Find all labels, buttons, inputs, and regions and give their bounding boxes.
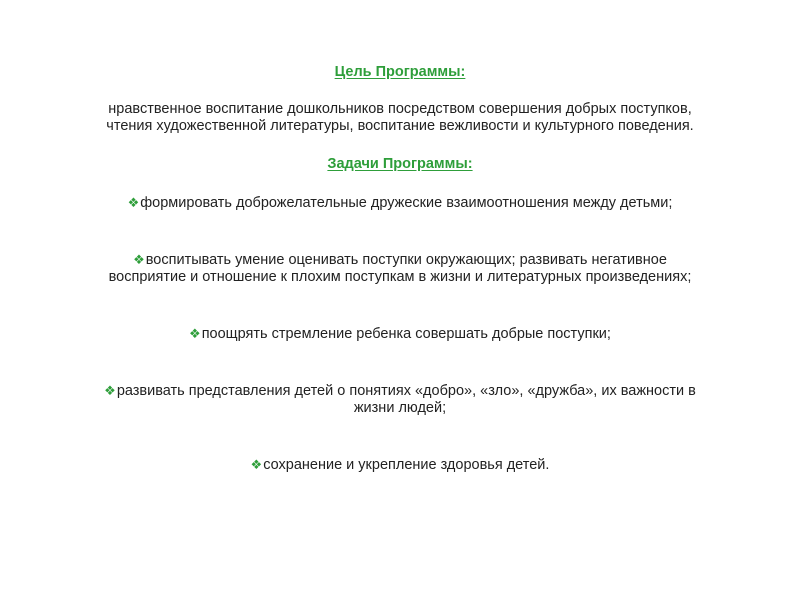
task-item-3-line-1: поощрять стремление ребенка совершать добрые поступки; <box>201 326 611 342</box>
task-item-5 <box>40 456 760 474</box>
goal-heading: Цель Программы: <box>334 64 466 80</box>
four-diamond-bullet-icon: ❖ <box>189 326 201 341</box>
task-item-1-line-1: формировать доброжелательные дружеские взаимоотношения между детьми; <box>140 195 673 211</box>
task-item-1 <box>40 194 760 212</box>
goal-text <box>40 101 760 135</box>
task-item-4 <box>40 382 760 417</box>
task-item-5-line-1: сохранение и укрепление здоровья детей. <box>263 457 550 473</box>
task-item-4-line-1: развивать представления детей о понятиях «добро», «зло», «дружба», их важности в <box>116 383 696 399</box>
task-item-2-line-1: воспитывать умение оценивать поступки окружающих; развивать негативное <box>145 252 667 268</box>
four-diamond-bullet-icon: ❖ <box>133 252 145 267</box>
task-item-3 <box>40 325 760 343</box>
four-diamond-bullet-icon: ❖ <box>104 383 116 398</box>
four-diamond-bullet-icon: ❖ <box>127 195 140 210</box>
task-item-2 <box>40 251 760 286</box>
goal-text-line-1: нравственное воспитание дошкольников посредством совершения добрых поступков, <box>108 101 692 117</box>
tasks-heading: Задачи Программы: <box>327 156 473 172</box>
goal-text-line-2: чтения художественной литературы, воспитание вежливости и культурного поведения. <box>106 118 694 134</box>
task-item-2-line-2: восприятие и отношение к плохим поступкам в жизни и литературных произведениях; <box>108 269 692 285</box>
four-diamond-bullet-icon: ❖ <box>250 457 263 472</box>
task-item-4-line-2: жизни людей; <box>353 400 447 416</box>
